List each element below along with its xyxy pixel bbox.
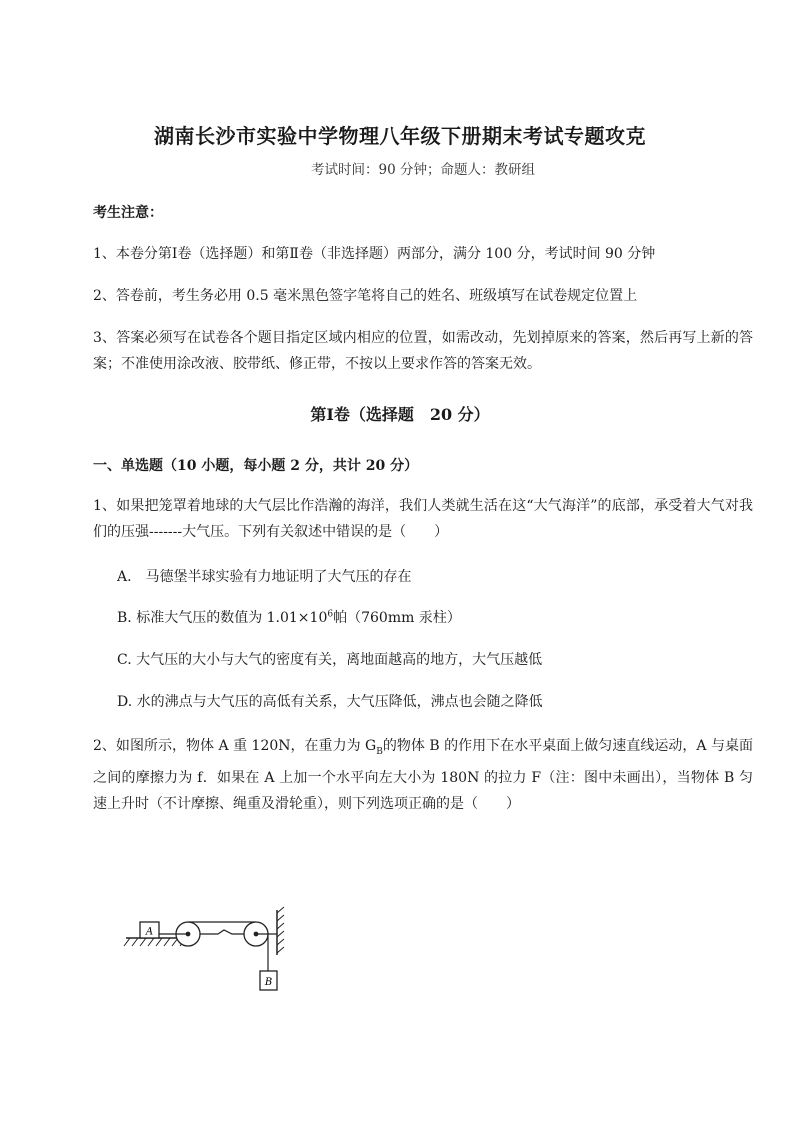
question-2-stem-part1: 2、如图所示，物体 A 重 120N，在重力为 G (93, 738, 377, 754)
question-2-stem-part2: 的物体 B 的作用下在水平桌面上做匀速直线运动，A 与桌面之间的摩擦力为 f．如果在 A 上加一个水平向左大小为 180N 的拉力 F（注：图中未画出），当物体 B 匀速上升时（不计摩擦、绳重及滑轮重），则下列选项正确的是（ ） (93, 738, 753, 812)
block-b-label: B (264, 977, 273, 988)
notice-item-2: 2、答卷前，考生务必用 0.5 毫米黑色签字笔将自己的姓名、班级填写在试卷规定位置上 (93, 288, 638, 304)
notice-heading: 考生注意： (93, 205, 163, 221)
page-title: 湖南长沙市实验中学物理八年级下册期末考试专题攻克 (154, 124, 646, 148)
question-1-option-d: D. 水的沸点与大气压的高低有关系，大气压降低，沸点也会随之降低 (117, 694, 543, 710)
option-b-exponent: 6 (327, 609, 334, 620)
notice-item-1: 1、本卷分第Ⅰ卷（选择题）和第Ⅱ卷（非选择题）两部分，满分 100 分，考试时间 90 分钟 (93, 246, 656, 262)
wall-hatching (277, 907, 284, 953)
rope-bottom (200, 930, 244, 934)
block-a-label: A (145, 926, 154, 938)
question-1-option-c: C. 大气压的大小与大气的密度有关，离地面越高的地方，大气压越低 (117, 652, 543, 668)
notice-item-3: 3、答案必须写在试卷各个题目指定区域内相应的位置，如需改动，先划掉原来的答案，然后再写上新的答案；不准使用涂改液、胶带纸、修正带，不按以上要求作答的答案无效。 (93, 330, 753, 372)
question-1-stem: 1、如果把笼罩着地球的大气层比作浩瀚的海洋，我们人类就生活在这“大气海洋”的底部，承受着大气对我们的压强-------大气压。下列有关叙述中错误的是（ ） (93, 498, 753, 540)
question-1-option-b (117, 607, 461, 627)
part-heading: 一、单选题（10 小题，每小题 2 分，共计 20 分） (93, 458, 419, 474)
section-title: 第Ⅰ卷（选择题 20 分） (310, 405, 490, 424)
option-b-suffix: 帕（760mm 汞柱） (333, 610, 461, 626)
question-1-option-a: A. 马德堡半球实验有力地证明了大气压的存在 (117, 569, 412, 585)
option-b-prefix: B. 标准大气压的数值为 1.01×10 (117, 610, 328, 626)
question-2-stem-subscript: B (376, 746, 383, 757)
question-2-stem (93, 733, 753, 817)
page-subtitle: 考试时间：90 分钟；命题人：教研组 (311, 162, 535, 178)
pulley-diagram (120, 905, 300, 1000)
